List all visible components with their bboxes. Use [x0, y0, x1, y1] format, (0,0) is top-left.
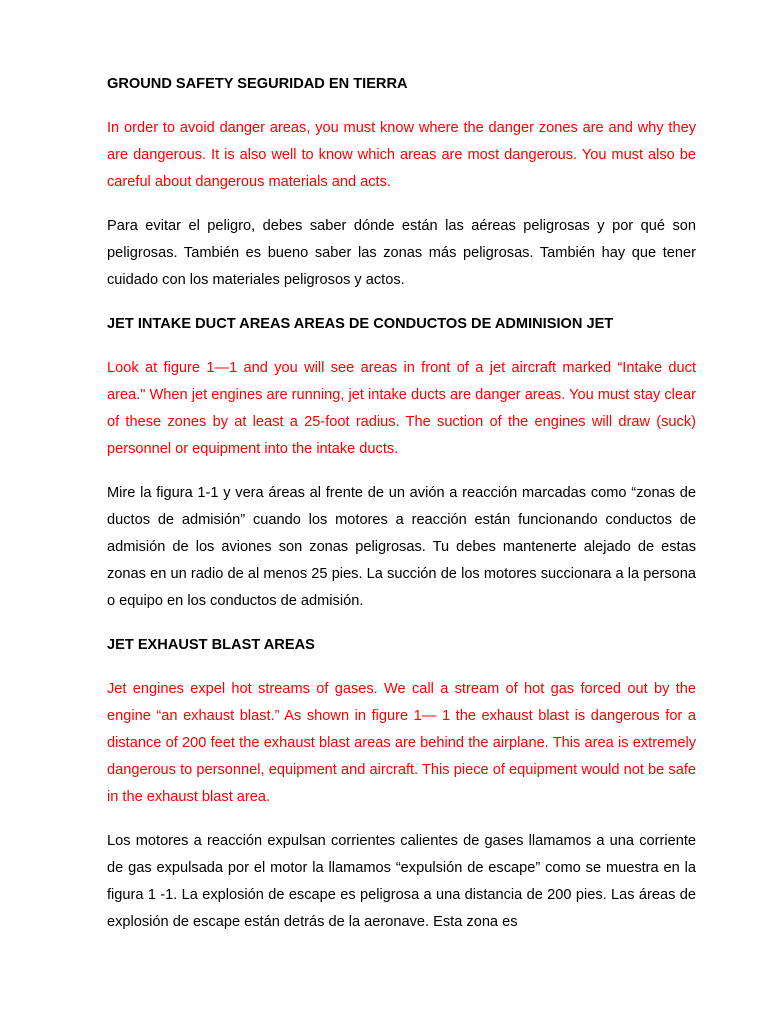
exhaust-blast-spanish-paragraph: Los motores a reacción expulsan corrientes calientes de gases llamamos a una corriente de gas expulsada por el motor la llamamos “expulsión de escape” como se muestra en la figura 1 -1. La explosión de escape es peligrosa a una distancia de 200 pies. Las áreas de explosión de escape están detrás de la aeronave. Esta zona es — [107, 833, 696, 930]
intake-duct-spanish-paragraph: Mire la figura 1-1 y vera áreas al frente de un avión a reacción marcadas como “zonas de ductos de admisión” cuando los motores a reacción están funcionando conductos de admisión de los aviones son zonas peligrosas. Tu debes mantenerte alejado de estas zonas en un radio de al menos 25 pies. La succión de los motores succionara a la persona o equipo en los conductos de admisión. — [107, 485, 696, 609]
intake-duct-english-paragraph: Look at figure 1—1 and you will see areas in front of a jet aircraft marked “Intake duct area." When jet engines are running, jet intake ducts are danger areas. You must stay clear of these zones by at least a 25-foot radius. The suction of the engines will draw (suck) personnel or equipment into the intake ducts. — [107, 360, 696, 457]
exhaust-blast-english-paragraph: Jet engines expel hot streams of gases. We call a stream of hot gas forced out by the engine “an exhaust blast.” As shown in figure 1— 1 the exhaust blast is dangerous for a distance of 200 feet the exhaust blast areas are behind the airplane. This area is extremely dangerous to personnel, equipment and aircraft. This piece of equipment would not be safe in the exhaust blast area. — [107, 681, 696, 805]
intro-english-paragraph: In order to avoid danger areas, you must know where the danger zones are and why they are dangerous. It is also well to know which areas are most dangerous. You must also be careful about dangerous materials and acts. — [107, 120, 696, 190]
section-heading-intake-duct: JET INTAKE DUCT AREAS AREAS DE CONDUCTOS DE ADMINISION JET — [107, 316, 614, 332]
document-page — [107, 71, 696, 936]
section-heading-exhaust-blast: JET EXHAUST BLAST AREAS — [107, 637, 315, 653]
document-title: GROUND SAFETY SEGURIDAD EN TIERRA — [107, 76, 408, 92]
intro-spanish-paragraph: Para evitar el peligro, debes saber dónde están las aéreas peligrosas y por qué son peligrosas. También es bueno saber las zonas más peligrosas. También hay que tener cuidado con los materiales peligrosos y actos. — [107, 218, 696, 288]
